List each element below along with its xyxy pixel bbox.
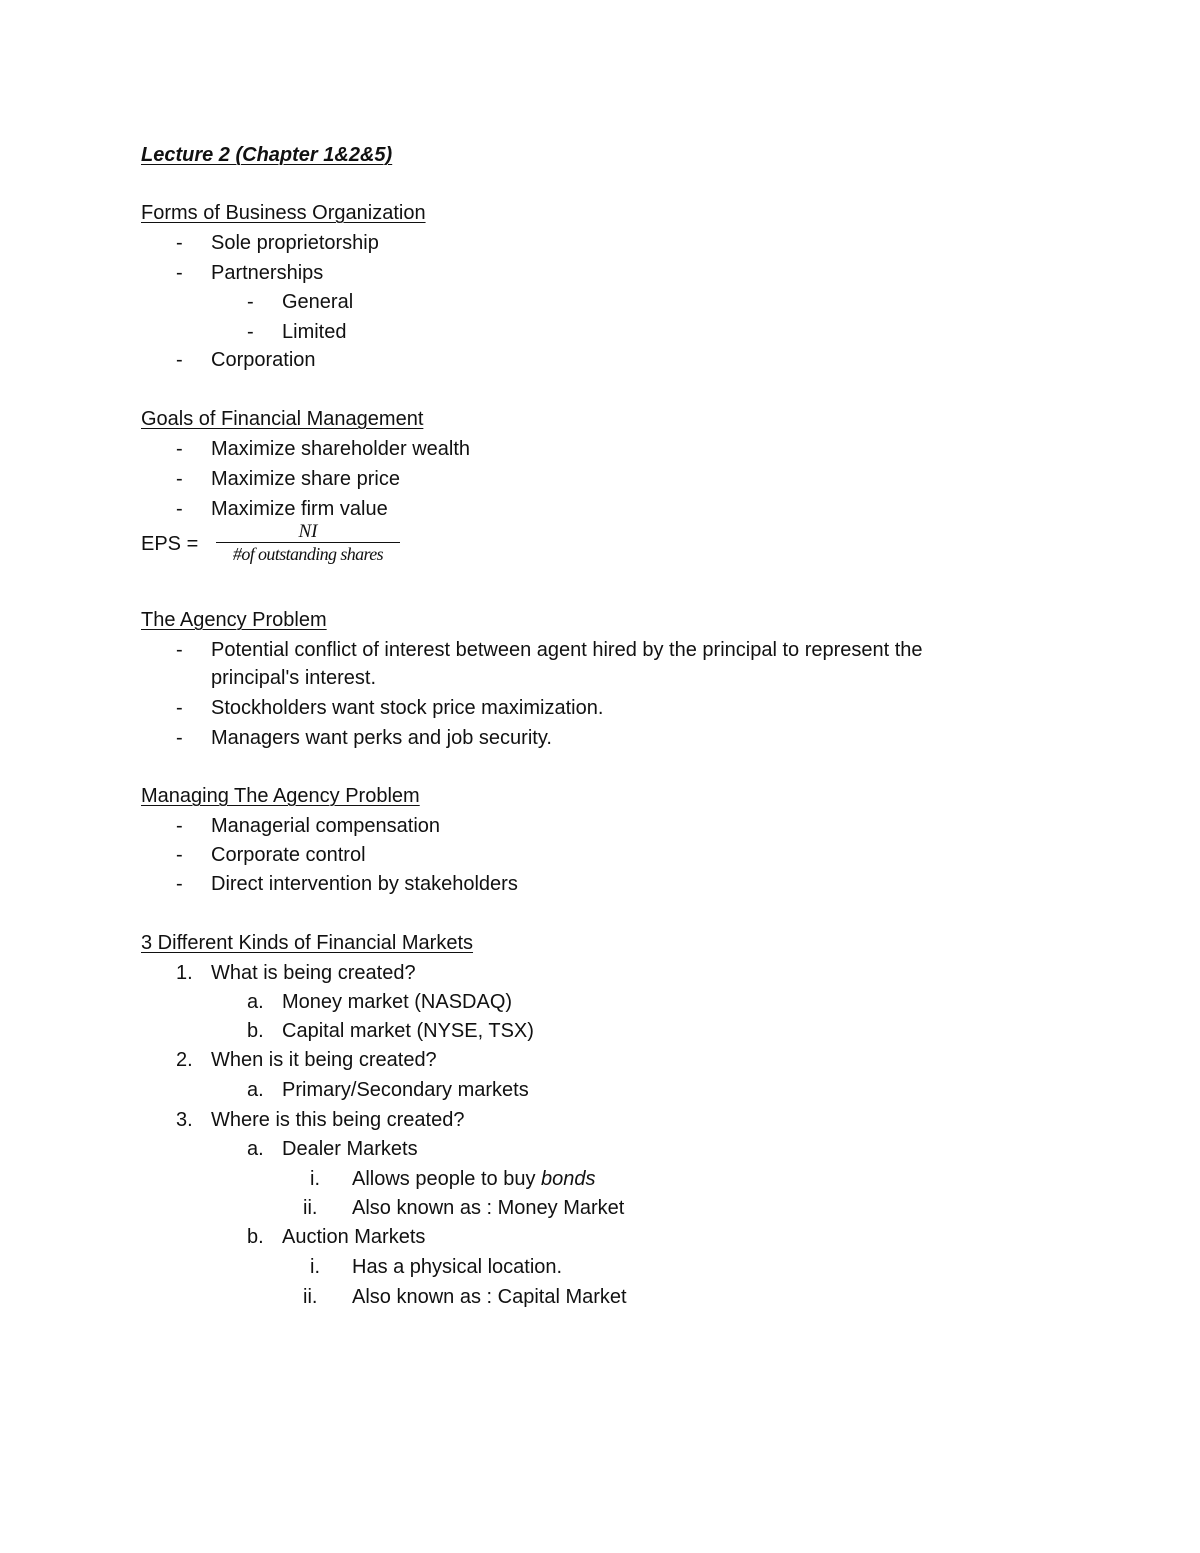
roman-item: Has a physical location.: [352, 1256, 563, 1278]
list-item: Managerial compensation: [211, 815, 441, 837]
list-roman: ii.: [303, 1197, 318, 1219]
roman-item: [352, 1167, 596, 1191]
section-heading-managing: Managing The Agency Problem: [141, 785, 420, 807]
list-item: Managers want perks and job security.: [211, 727, 552, 749]
numbered-item: When is it being created?: [211, 1049, 437, 1071]
bullet-dash: -: [176, 232, 183, 254]
list-item: Maximize share price: [211, 468, 400, 490]
lettered-item: Primary/Secondary markets: [282, 1079, 529, 1101]
list-roman: i.: [310, 1256, 320, 1278]
list-item: Corporation: [211, 349, 316, 371]
lettered-item: Money market (NASDAQ): [282, 991, 513, 1013]
list-number: 1.: [176, 962, 193, 984]
bullet-dash: -: [176, 873, 183, 895]
roman-item-text: Allows people to buy: [352, 1168, 542, 1190]
list-letter: b.: [247, 1226, 264, 1248]
list-letter: a.: [247, 991, 264, 1013]
section-heading-agency: The Agency Problem: [141, 609, 327, 631]
roman-item: Also known as : Capital Market: [352, 1286, 627, 1308]
section-heading-goals: Goals of Financial Management: [141, 408, 424, 430]
document-title: Lecture 2 (Chapter 1&2&5): [141, 144, 393, 166]
list-roman: i.: [310, 1168, 320, 1190]
eps-numerator: NI: [298, 521, 318, 542]
list-number: 2.: [176, 1049, 193, 1071]
bullet-dash: -: [176, 844, 183, 866]
bullet-dash: -: [247, 321, 254, 343]
list-roman: ii.: [303, 1286, 318, 1308]
list-item-continuation: principal's interest.: [211, 667, 376, 689]
list-letter: a.: [247, 1138, 264, 1160]
bullet-dash: -: [176, 349, 183, 371]
fraction-bar: [216, 542, 400, 543]
numbered-item: What is being created?: [211, 962, 416, 984]
bullet-dash: -: [176, 498, 183, 520]
bullet-dash: -: [176, 262, 183, 284]
bullet-dash: -: [176, 639, 183, 661]
list-item: Sole proprietorship: [211, 232, 379, 254]
eps-denominator: #of outstanding shares: [232, 544, 384, 564]
list-item: Maximize firm value: [211, 498, 388, 520]
list-item: Maximize shareholder wealth: [211, 438, 471, 460]
sub-list-item: Limited: [282, 321, 347, 343]
list-item: Stockholders want stock price maximization.: [211, 697, 604, 719]
section-heading-markets: 3 Different Kinds of Financial Markets: [141, 932, 474, 954]
list-number: 3.: [176, 1109, 193, 1131]
bullet-dash: -: [176, 468, 183, 490]
eps-label: EPS =: [141, 533, 199, 555]
list-item: Potential conflict of interest between agent hired by the principal to represent the: [211, 639, 923, 661]
bullet-dash: -: [247, 291, 254, 313]
bullet-dash: -: [176, 727, 183, 749]
lettered-item: Auction Markets: [282, 1226, 426, 1248]
sub-list-item: General: [282, 291, 354, 313]
list-letter: b.: [247, 1020, 264, 1042]
lettered-item: Dealer Markets: [282, 1138, 418, 1160]
bullet-dash: -: [176, 815, 183, 837]
section-heading-forms: Forms of Business Organization: [141, 202, 426, 224]
bullet-dash: -: [176, 697, 183, 719]
lettered-item: Capital market (NYSE, TSX): [282, 1020, 534, 1042]
roman-item: Also known as : Money Market: [352, 1197, 625, 1219]
numbered-item: Where is this being created?: [211, 1109, 465, 1131]
list-item: Direct intervention by stakeholders: [211, 873, 518, 895]
roman-item-emphasis: bonds: [541, 1168, 596, 1190]
list-item: Corporate control: [211, 844, 366, 866]
list-item: Partnerships: [211, 262, 324, 284]
bullet-dash: -: [176, 438, 183, 460]
list-letter: a.: [247, 1079, 264, 1101]
